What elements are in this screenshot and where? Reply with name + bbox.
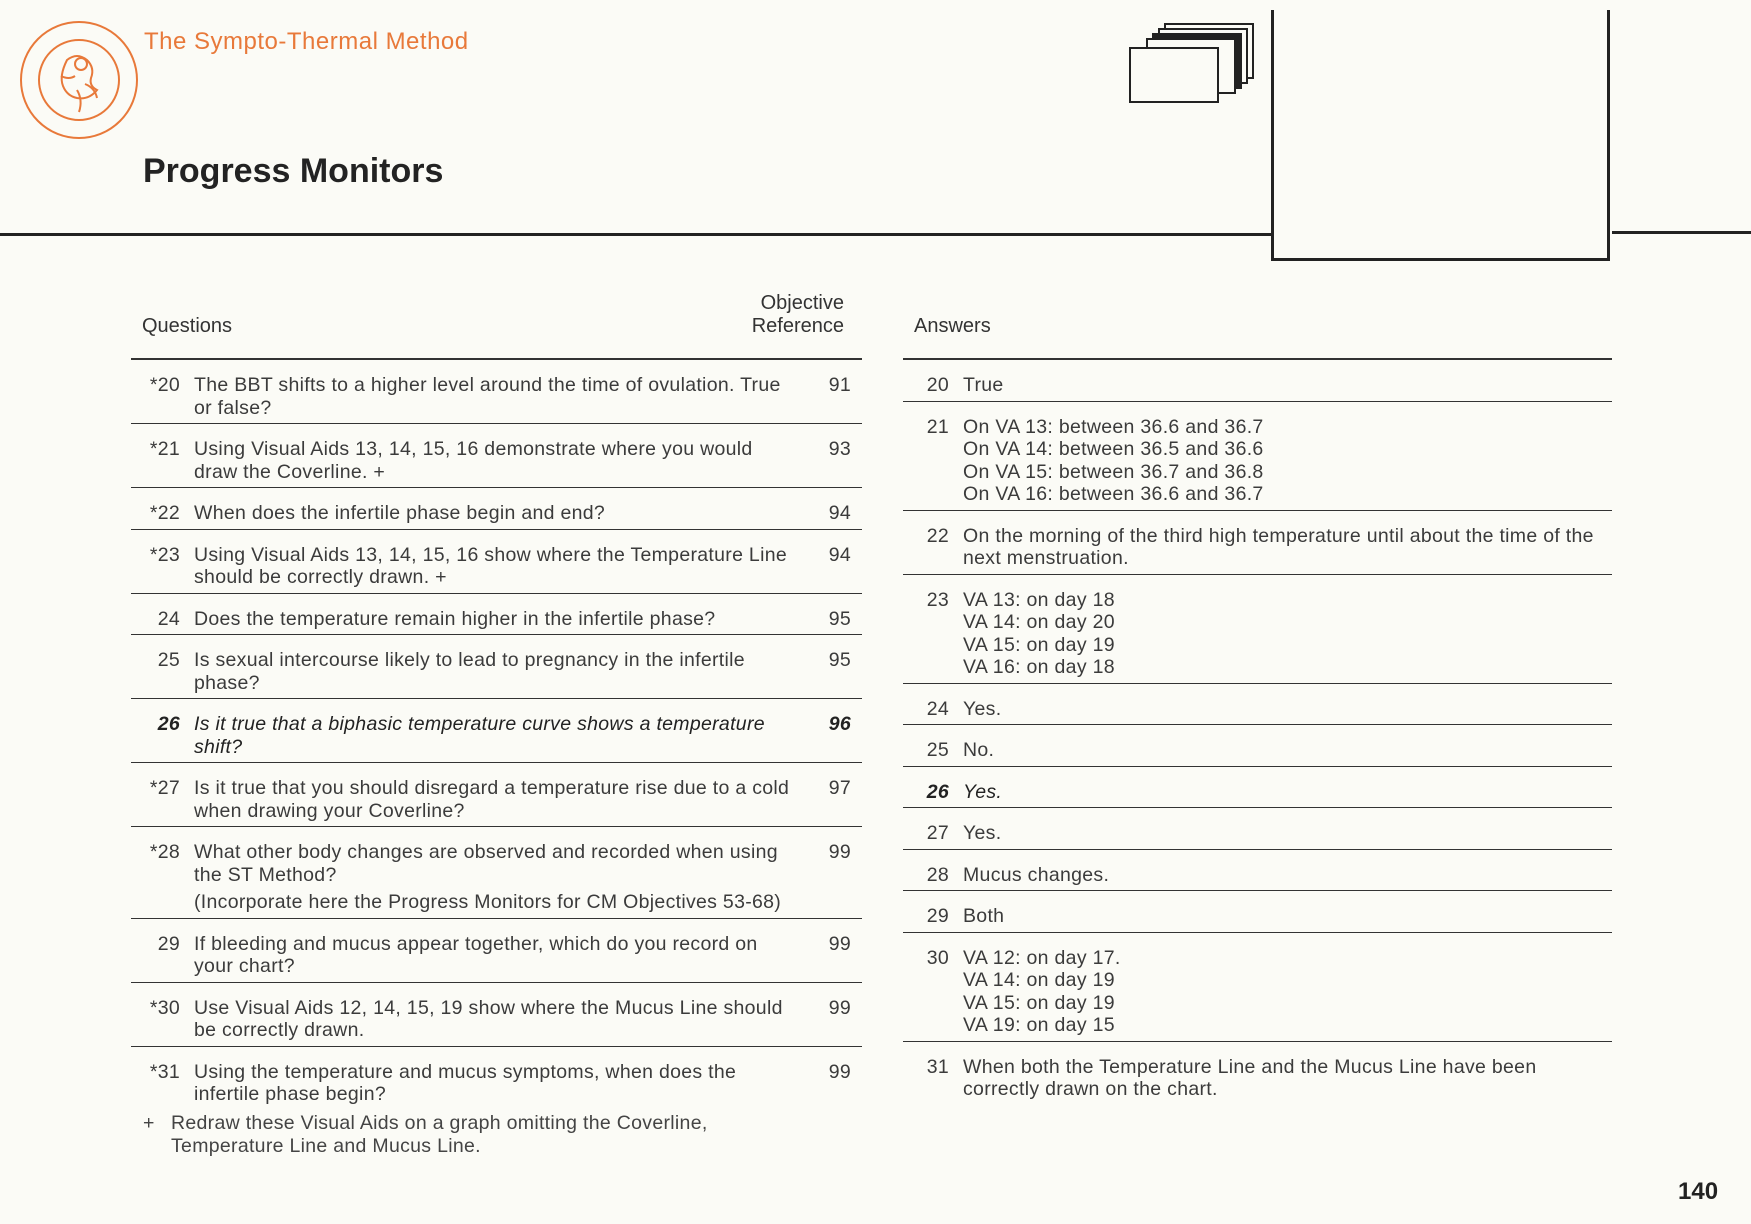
question-text: Using the temperature and mucus symptoms, when does the infertile phase begin? — [194, 1060, 737, 1105]
answer-line: Yes. — [963, 780, 1003, 803]
answer-number: 21 — [926, 415, 949, 438]
answers-table — [903, 280, 1612, 1105]
answer-line: On the morning of the third high temperature until about the time of the next menstruation. — [963, 524, 1594, 569]
answer-line: Mucus changes. — [963, 863, 1110, 886]
answer-line: VA 14: on day 20 — [963, 611, 1115, 633]
answer-number: 26 — [926, 780, 949, 803]
question-row — [131, 635, 862, 699]
answer-row — [903, 360, 1612, 402]
answer-line: Both — [963, 905, 1005, 927]
answer-text — [963, 589, 1612, 679]
questions-column-label: Questions — [142, 315, 233, 337]
question-row — [131, 530, 862, 594]
answer-number: 28 — [926, 863, 949, 886]
question-text: Is it true that a biphasic temperature curve shows a temperature shift? — [194, 713, 765, 758]
objective-ref: 95 — [828, 607, 851, 630]
stacked-cards-icon — [1128, 22, 1258, 104]
questions-header — [131, 280, 862, 360]
question-text: The BBT shifts to a higher level around the time of ovulation. True or false? — [194, 374, 781, 419]
answer-line: Yes. — [963, 697, 1002, 720]
header-box — [1271, 10, 1610, 261]
question-text: Is it true that you should disregard a temperature rise due to a cold when drawing your Coverline? — [194, 777, 790, 822]
answer-number: 24 — [926, 697, 949, 720]
question-number: 24 — [157, 607, 180, 630]
question-text: Does the temperature remain higher in the infertile phase? — [194, 607, 716, 630]
answer-text — [963, 416, 1612, 506]
question-number: 26 — [157, 713, 180, 735]
answer-line: VA 12: on day 17. — [963, 946, 1121, 969]
header-divider — [1612, 231, 1751, 234]
question-text: Is sexual intercourse likely to lead to pregnancy in the infertile phase? — [194, 649, 745, 694]
answer-row — [903, 767, 1612, 809]
answer-line: On VA 13: between 36.6 and 36.7 — [963, 415, 1264, 438]
question-row — [131, 763, 862, 827]
footnote-mark: + — [143, 1112, 155, 1134]
answer-row — [903, 891, 1612, 933]
answer-row — [903, 933, 1612, 1042]
reference-label: Reference — [751, 315, 844, 337]
objective-reference-label — [752, 292, 844, 338]
answer-text — [963, 947, 1612, 1037]
question-note: (Incorporate here the Progress Monitors for CM Objectives 53-68) — [194, 891, 782, 913]
question-number: *28 — [149, 841, 180, 863]
answers-column-label: Answers — [914, 315, 991, 337]
answer-line: On VA 16: between 36.6 and 36.7 — [963, 483, 1264, 505]
question-number: *23 — [149, 543, 180, 566]
question-row — [131, 1047, 862, 1110]
question-text: Use Visual Aids 12, 14, 15, 19 show where the Mucus Line should be correctly drawn. — [194, 996, 783, 1041]
question-row — [131, 699, 862, 763]
question-row — [131, 983, 862, 1047]
question-text: Using Visual Aids 13, 14, 15, 16 demonstrate where you would draw the Coverline. + — [194, 438, 753, 483]
objective-ref: 99 — [828, 932, 851, 955]
answer-text — [963, 525, 1612, 570]
question-text: When does the infertile phase begin and end? — [194, 502, 606, 524]
answer-line: VA 19: on day 15 — [963, 1014, 1115, 1036]
objective-ref: 94 — [828, 502, 851, 524]
answer-row — [903, 575, 1612, 684]
answer-number: 23 — [926, 588, 949, 611]
answer-text — [963, 739, 1612, 762]
answer-line: VA 13: on day 18 — [963, 588, 1115, 611]
answer-row — [903, 511, 1612, 575]
answer-line: VA 14: on day 19 — [963, 969, 1115, 991]
answer-row — [903, 684, 1612, 726]
answer-line: True — [963, 374, 1004, 396]
question-row — [131, 360, 862, 424]
answer-line: VA 15: on day 19 — [963, 633, 1115, 656]
answer-line: Yes. — [963, 822, 1002, 844]
answer-number: 27 — [926, 822, 949, 844]
objective-ref: 97 — [828, 777, 851, 799]
page-number: 140 — [1678, 1178, 1719, 1205]
answer-line: On VA 15: between 36.7 and 36.8 — [963, 460, 1264, 483]
questions-table — [131, 280, 862, 1110]
question-number: *27 — [149, 777, 180, 799]
objective-ref: 93 — [828, 438, 851, 460]
answer-number: 22 — [926, 524, 949, 547]
question-number: *21 — [149, 438, 180, 460]
document-title: The Sympto-Thermal Method — [144, 28, 469, 55]
header-divider — [0, 233, 1272, 236]
objective-ref: 99 — [828, 996, 851, 1019]
question-number: 29 — [157, 932, 180, 955]
answer-text — [963, 905, 1612, 928]
question-row — [131, 424, 862, 488]
answer-text — [963, 822, 1612, 845]
question-text — [194, 841, 800, 914]
objective-ref: 91 — [828, 374, 851, 396]
question-row — [131, 594, 862, 636]
objective-ref: 99 — [828, 841, 851, 863]
objective-ref: 99 — [828, 1060, 851, 1083]
answer-row — [903, 808, 1612, 850]
answer-number: 20 — [926, 374, 949, 396]
question-row — [131, 919, 862, 983]
question-number: *20 — [149, 374, 180, 396]
answer-line: VA 15: on day 19 — [963, 991, 1115, 1014]
footnote-line: Temperature Line and Mucus Line. — [171, 1135, 481, 1157]
answer-line: VA 16: on day 18 — [963, 656, 1115, 678]
objective-ref: 95 — [828, 649, 851, 671]
answer-row — [903, 402, 1612, 511]
answer-row — [903, 850, 1612, 892]
figure-in-circle-icon — [19, 20, 139, 140]
question-row — [131, 827, 862, 919]
question-number: *30 — [149, 996, 180, 1019]
answer-line: When both the Temperature Line and the Mucus Line have been correctly drawn on the chart. — [963, 1055, 1537, 1100]
question-number: *31 — [149, 1060, 180, 1083]
answer-text — [963, 698, 1612, 721]
answers-header — [903, 280, 1612, 360]
answer-text — [963, 1056, 1612, 1101]
answer-row — [903, 1042, 1612, 1105]
question-text: If bleeding and mucus appear together, which do you record on your chart? — [194, 932, 758, 977]
question-text: Using Visual Aids 13, 14, 15, 16 show where the Temperature Line should be correctly drawn. + — [194, 543, 788, 588]
answer-text — [963, 781, 1612, 804]
answer-row — [903, 725, 1612, 767]
question-number: 25 — [157, 649, 180, 671]
objective-ref: 94 — [828, 543, 851, 566]
footnote-line: Redraw these Visual Aids on a graph omitting the Coverline, — [171, 1112, 708, 1134]
answer-text — [963, 864, 1612, 887]
answer-number: 25 — [926, 739, 949, 761]
question-main-text: What other body changes are observed and recorded when using the ST Method? — [194, 841, 778, 886]
question-number: *22 — [149, 502, 180, 524]
answer-number: 31 — [926, 1055, 949, 1078]
question-row — [131, 488, 862, 530]
page-title: Progress Monitors — [143, 152, 444, 190]
footnote — [143, 1112, 708, 1158]
answer-line: No. — [963, 739, 995, 761]
answer-text — [963, 374, 1612, 397]
answer-line: On VA 14: between 36.5 and 36.6 — [963, 438, 1264, 460]
answer-number: 29 — [926, 905, 949, 927]
answer-number: 30 — [926, 946, 949, 969]
objective-ref: 96 — [828, 713, 851, 735]
objective-label: Objective — [760, 292, 844, 314]
